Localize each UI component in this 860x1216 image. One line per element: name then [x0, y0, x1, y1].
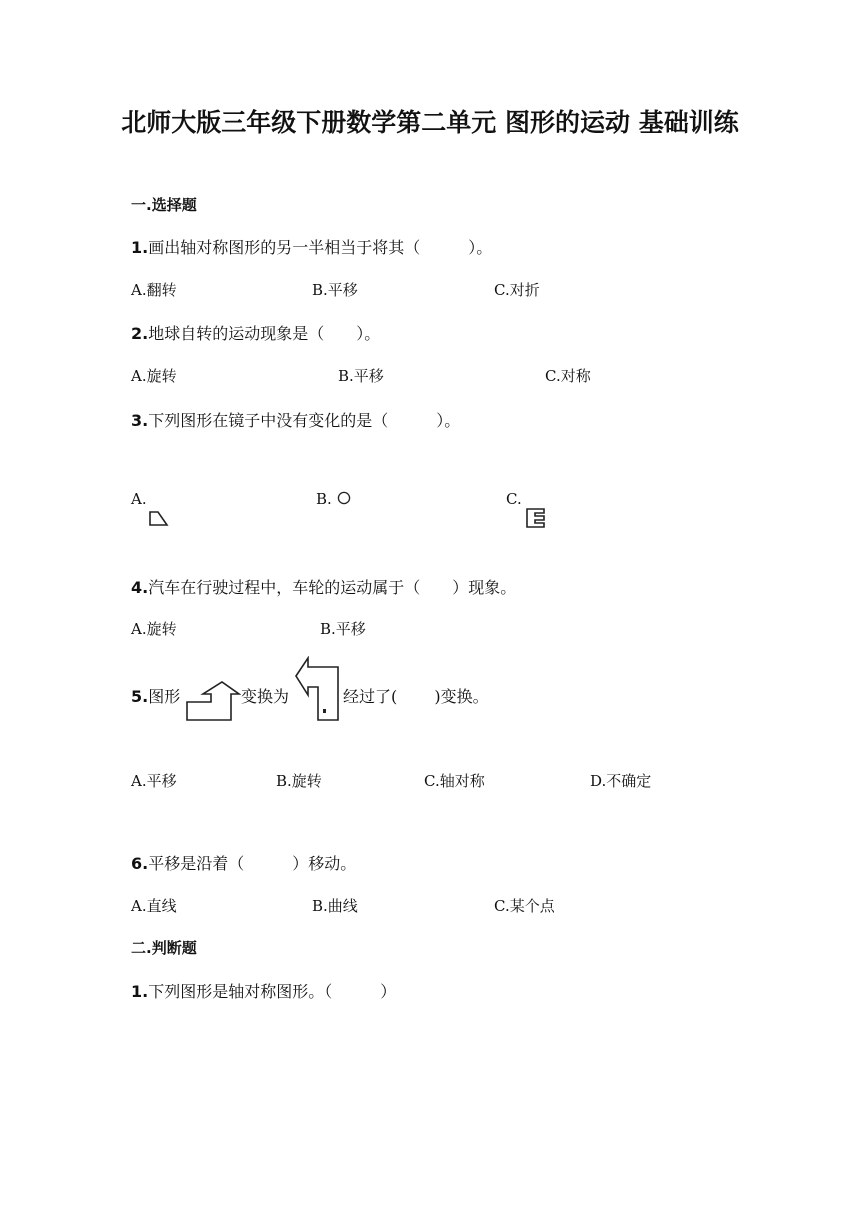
- question-number: 3.: [131, 411, 149, 430]
- question-number: 1.: [131, 238, 149, 257]
- question-number: 1.: [131, 982, 149, 1001]
- question-text: 汽车在行驶过程中，车轮的运动属于（ ）现象。: [148, 578, 517, 597]
- question-5: [131, 684, 180, 707]
- question-text: 下列图形是轴对称图形。（ ）: [148, 982, 397, 1001]
- option-a[interactable]: A.直线: [131, 897, 177, 915]
- section-heading-choice: 一.选择题: [131, 196, 197, 214]
- trapezoid-icon: [147, 510, 171, 528]
- option-a[interactable]: A.旋转: [131, 367, 177, 385]
- option-label: B.: [316, 490, 332, 508]
- option-label: A.: [131, 490, 147, 508]
- bent-arrow-figure: [294, 656, 340, 722]
- step-arrow-figure: [183, 680, 241, 722]
- option-c[interactable]: C.对称: [545, 367, 591, 385]
- question-3: [131, 408, 460, 431]
- option-b[interactable]: B.平移: [312, 281, 358, 299]
- option-b[interactable]: B.平移: [320, 620, 366, 638]
- question-6: [131, 851, 356, 874]
- option-a[interactable]: A.旋转: [131, 620, 177, 638]
- e-shape-icon: [525, 507, 547, 529]
- question-number: 6.: [131, 854, 149, 873]
- question-2: [131, 321, 380, 344]
- option-c[interactable]: C.轴对称: [424, 772, 485, 790]
- question-5-middle: 变换为: [241, 687, 290, 706]
- section-heading-judge: 二.判断题: [131, 939, 197, 957]
- option-b[interactable]: B.旋转: [276, 772, 322, 790]
- judge-question-1: [131, 979, 396, 1002]
- page-title: 北师大版三年级下册数学第二单元 图形的运动 基础训练: [121, 108, 739, 137]
- question-1: [131, 235, 492, 258]
- question-text: 地球自转的运动现象是（ ）。: [148, 324, 381, 343]
- option-b[interactable]: B.曲线: [312, 897, 358, 915]
- option-label: C.: [506, 490, 522, 508]
- option-a[interactable]: [131, 490, 147, 508]
- option-c[interactable]: [506, 490, 522, 508]
- question-text-a: 图形: [148, 687, 181, 706]
- question-4: [131, 575, 516, 598]
- question-5-end: 经过了( )变换。: [343, 687, 489, 706]
- question-text: 平移是沿着（ ）移动。: [148, 854, 357, 873]
- question-number: 2.: [131, 324, 149, 343]
- circle-icon: [337, 491, 351, 505]
- option-d[interactable]: D.不确定: [590, 772, 652, 790]
- question-number: 5.: [131, 687, 149, 706]
- option-b[interactable]: [316, 490, 351, 508]
- question-text: 下列图形在镜子中没有变化的是（ ）。: [148, 411, 461, 430]
- option-c[interactable]: C.某个点: [494, 897, 555, 915]
- option-a[interactable]: A.翻转: [131, 281, 177, 299]
- question-text: 画出轴对称图形的另一半相当于将其（ ）。: [148, 238, 493, 257]
- question-number: 4.: [131, 578, 149, 597]
- option-a[interactable]: A.平移: [131, 772, 177, 790]
- option-b[interactable]: B.平移: [338, 367, 384, 385]
- option-c[interactable]: C.对折: [494, 281, 540, 299]
